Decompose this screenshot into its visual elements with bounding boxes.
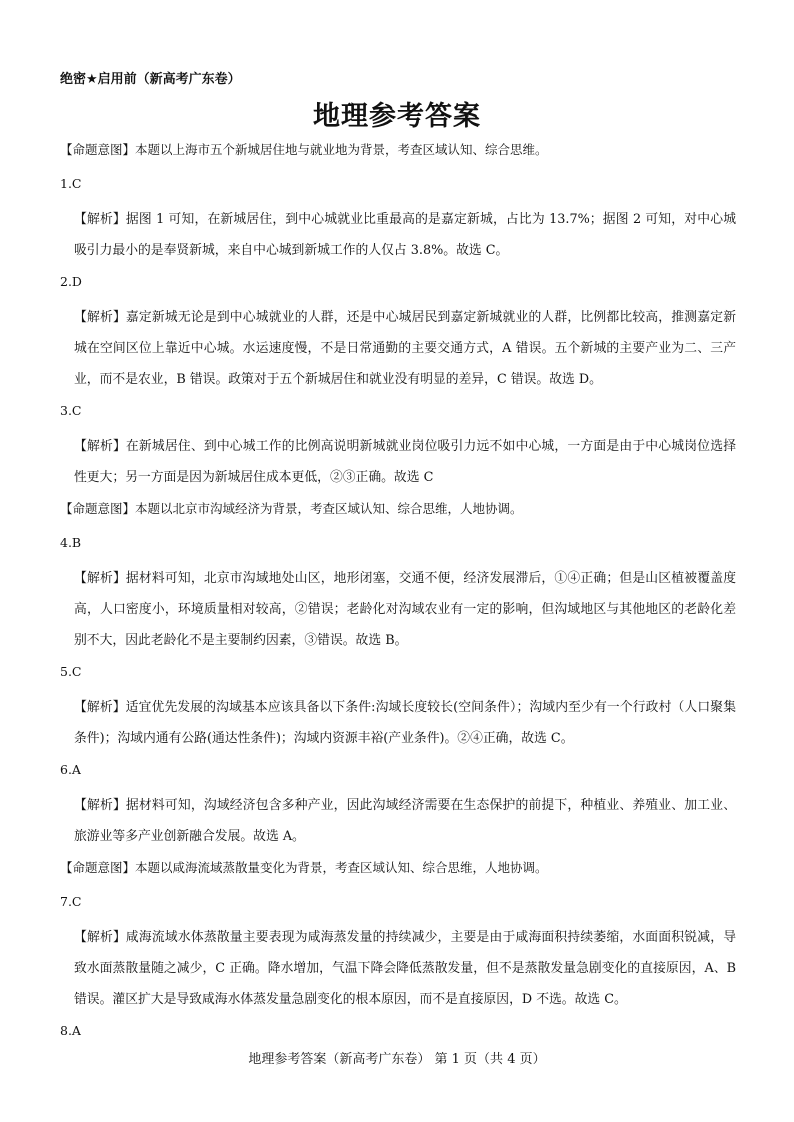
analysis-paragraph: 【解析】据材料可知，沟域经济包含多种产业，因此沟域经济需要在生态保护的前提下，种植业、养殖业、加工业、旅游业等多产业创新融合发展。故选 A。 <box>74 798 736 844</box>
question-number: 1.C <box>60 176 82 191</box>
analysis-paragraph: 【解析】嘉定新城无论是到中心城就业的人群，还是中心城居民到嘉定新城就业的人群，比例都比较高，推测嘉定新城在空间区位上靠近中心城。水运速度慢，不是日常通勤的主要交通方式，A 错误。五个新城的主要产业为二、三产业，而不是农业，B 错误。政策对于五个新城居住和就业没有明显的差异，C 错误。故选 D。 <box>74 310 736 387</box>
analysis-paragraph: 【解析】据材料可知，北京市沟域地处山区，地形闭塞，交通不便，经济发展滞后，①④正确；但是山区植被覆盖度高，人口密度小，环境质量相对较高，②错误；老龄化对沟域农业有一定的影响，但沟域地区与其他地区的老龄化差别不大，因此老龄化不是主要制约因素，③错误。故选 B。 <box>74 571 736 648</box>
design-intent: 【命题意图】本题以咸海流域蒸散量变化为背景，考查区域认知、综合思维，人地协调。 <box>60 860 548 875</box>
analysis-paragraph: 【解析】据图 1 可知，在新城居住，到中心城就业比重最高的是嘉定新城，占比为 13.7%；据图 2 可知，对中心城吸引力最小的是奉贤新城，来自中心城到新城工作的人仅占 3.8%。故选 C。 <box>74 212 736 258</box>
question-number: 8.A <box>60 1023 81 1038</box>
analysis-paragraph: 【解析】适宜优先发展的沟域基本应该具备以下条件:沟域长度较长(空间条件）；沟域内至少有一个行政村（人口聚集条件)；沟域内通有公路(通达性条件)；沟域内资源丰裕(产业条件)。②④正确，故选 C。 <box>74 700 736 746</box>
question-number: 7.C <box>60 894 82 909</box>
page-footer: 地理参考答案（新高考广东卷） 第 1 页（共 4 页） <box>248 1052 546 1067</box>
answer-content <box>60 140 736 1051</box>
question-number: 4.B <box>60 535 82 550</box>
design-intent: 【命题意图】本题以上海市五个新城居住地与就业地为背景，考查区域认知、综合思维。 <box>60 142 548 157</box>
analysis-paragraph: 【解析】在新城居住、到中心城工作的比例高说明新城就业岗位吸引力远不如中心城，一方面是由于中心城岗位选择性更大；另一方面是因为新城居住成本更低，②③正确。故选 C <box>74 439 736 485</box>
analysis-paragraph: 【解析】咸海流域水体蒸散量主要表现为咸海蒸发量的持续减少，主要是由于咸海面积持续萎缩，水面面积锐减，导致水面蒸散量随之减少，C 正确。降水增加，气温下降会降低蒸散发量，但不是蒸散发量急剧变化的直接原因，A、B 错误。灌区扩大是导致咸海水体蒸发量急剧变化的根本原因，而不是直接原因，D 不选。故选 C。 <box>74 930 736 1007</box>
design-intent: 【命题意图】本题以北京市沟域经济为背景，考查区域认知、综合思维，人地协调。 <box>60 501 523 516</box>
question-number: 2.D <box>60 274 82 289</box>
page-title: 地理参考答案 <box>313 101 481 132</box>
confidential-note: 绝密★启用前（新高考广东卷） <box>60 72 241 87</box>
question-number: 5.C <box>60 664 82 679</box>
question-number: 3.C <box>60 403 82 418</box>
question-number: 6.A <box>60 762 81 777</box>
